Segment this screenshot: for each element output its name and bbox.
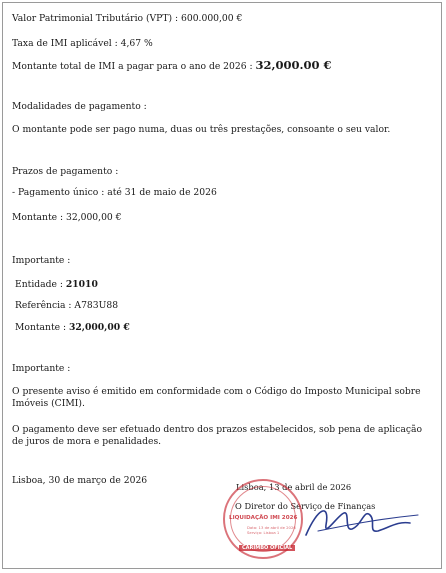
montante-total-line [12,59,332,73]
aviso-text: O presente aviso é emitido em conformidade com o Código do Imposto Municipal sobre Imóveis (CIMI). [12,386,421,409]
signature-block [223,475,438,565]
stamp-bottom-label: CARIMBO OFICIAL [239,545,295,551]
referencia-line: Referência : A783U88 [15,300,119,311]
modalidades-title: Modalidades de pagamento : [12,101,147,112]
signature-role: O Diretor do Serviço de Finanças [235,501,376,511]
vpt-line: Valor Patrimonial Tributário (VPT) : 600.000,00 € [12,13,243,24]
modalidades-text: O montante pode ser pago numa, duas ou três prestações, consoante o seu valor. [12,124,391,135]
prazos-line: - Pagamento único : até 31 de maio de 2026 [12,187,217,198]
montante-total-value: 32,000.00 € [255,58,332,72]
stamp-small-line-2: Serviço: Lisboa 1 [247,530,280,535]
montante-value: 32,000,00 € [69,322,130,333]
pagamento-text: O pagamento deve ser efetuado dentro dos prazos estabelecidos, sob pena de aplicação de juros de mora e penalidades. [12,424,422,447]
stamp-main-text: LIQUIDAÇÃO IMI 2026 [229,515,298,521]
prazos-montante: Montante : 32,000,00 € [12,212,122,223]
importante-title-2: Importante : [12,363,71,374]
local-data: Lisboa, 30 de março de 2026 [12,475,148,486]
signature-date: Lisboa, 13 de abril de 2026 [236,482,352,492]
handwritten-signature [278,485,428,555]
tax-notice-page [2,2,442,569]
stamp-small-line-1: Data: 13 de abril de 2026 [247,525,296,530]
entidade-value: 21010 [65,279,98,290]
importante-title: Importante : [12,255,71,266]
taxa-line: Taxa de IMI aplicável : 4,67 % [12,38,153,49]
entidade-line [15,279,98,291]
montante-line [15,322,130,334]
montante-total-label: Montante total de IMI a pagar para o ano de 2026 : [12,61,256,72]
prazos-title: Prazos de pagamento : [12,166,119,177]
entidade-label: Entidade : [15,279,66,290]
montante-label: Montante : [15,322,70,333]
